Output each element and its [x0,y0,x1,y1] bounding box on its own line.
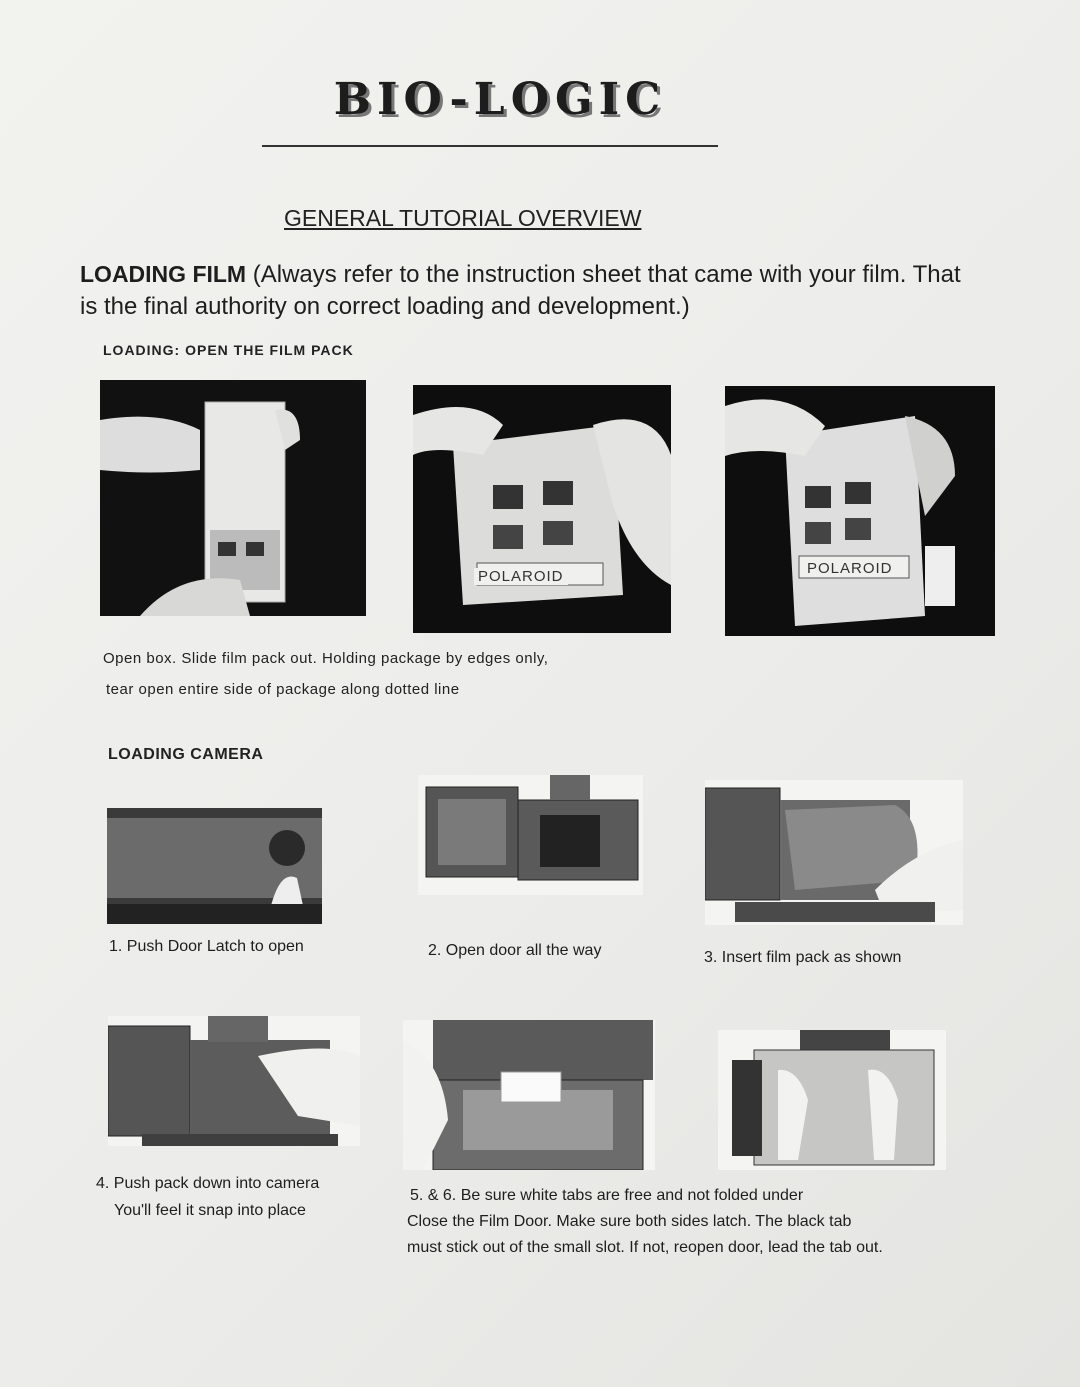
photo-polaroid-label-1: POLAROID [474,568,568,585]
open-pack-heading: LOADING: OPEN THE FILM PACK [103,342,354,358]
photo-insert-film-pack [705,780,963,925]
camera-step-black-tab: must stick out of the small slot. If not, reopen door, lead the tab out. [407,1239,883,1256]
logo-underline [262,145,718,147]
photo-push-pack-down [108,1016,360,1146]
photo-white-tabs-image [403,1020,655,1170]
photo-push-pack-down-image [108,1016,360,1146]
photo-tear-package [413,385,671,633]
photo-open-package [725,386,995,636]
camera-step-3: 3. Insert film pack as shown [704,949,902,966]
photo-close-film-door-image [718,1030,946,1170]
camera-step-1: 1. Push Door Latch to open [109,938,304,955]
photo-insert-film-pack-image [705,780,963,925]
photo-white-tabs [403,1020,655,1170]
photo-slide-pack-out-image [100,380,366,616]
photo-slide-pack-out [100,380,366,616]
photo-tear-package-image [413,385,671,633]
photo-open-door-image [418,775,643,895]
camera-step-2: 2. Open door all the way [428,942,602,959]
loading-camera-heading: LOADING CAMERA [108,746,264,763]
photo-open-door [418,775,643,895]
photo-polaroid-label-2: POLAROID [803,560,897,577]
photo-close-film-door [718,1030,946,1170]
logo-title: BIO-LOGIC [333,74,667,125]
photo-push-door-latch [107,808,322,924]
photo-push-door-latch-image [107,808,322,924]
camera-step-close-door: Close the Film Door. Make sure both sides latch. The black tab [407,1213,852,1230]
camera-step-5-6: 5. & 6. Be sure white tabs are free and not folded under [410,1187,804,1204]
open-pack-caption-line2: tear open entire side of package along dotted line [106,681,460,698]
camera-step-4: 4. Push pack down into camera [96,1175,320,1192]
camera-step-4-note: You'll feel it snap into place [114,1202,306,1219]
open-pack-caption-line1: Open box. Slide film pack out. Holding package by edges only, [103,650,549,667]
photo-open-package-image [725,386,995,636]
loading-film-title: LOADING FILM [80,261,247,287]
page-subtitle: GENERAL TUTORIAL OVERVIEW [284,205,642,231]
loading-film-note: (Always refer to the instruction sheet that came with your film. That is the final authority on correct loading and development.) [80,261,961,320]
loading-film-paragraph [80,258,980,323]
